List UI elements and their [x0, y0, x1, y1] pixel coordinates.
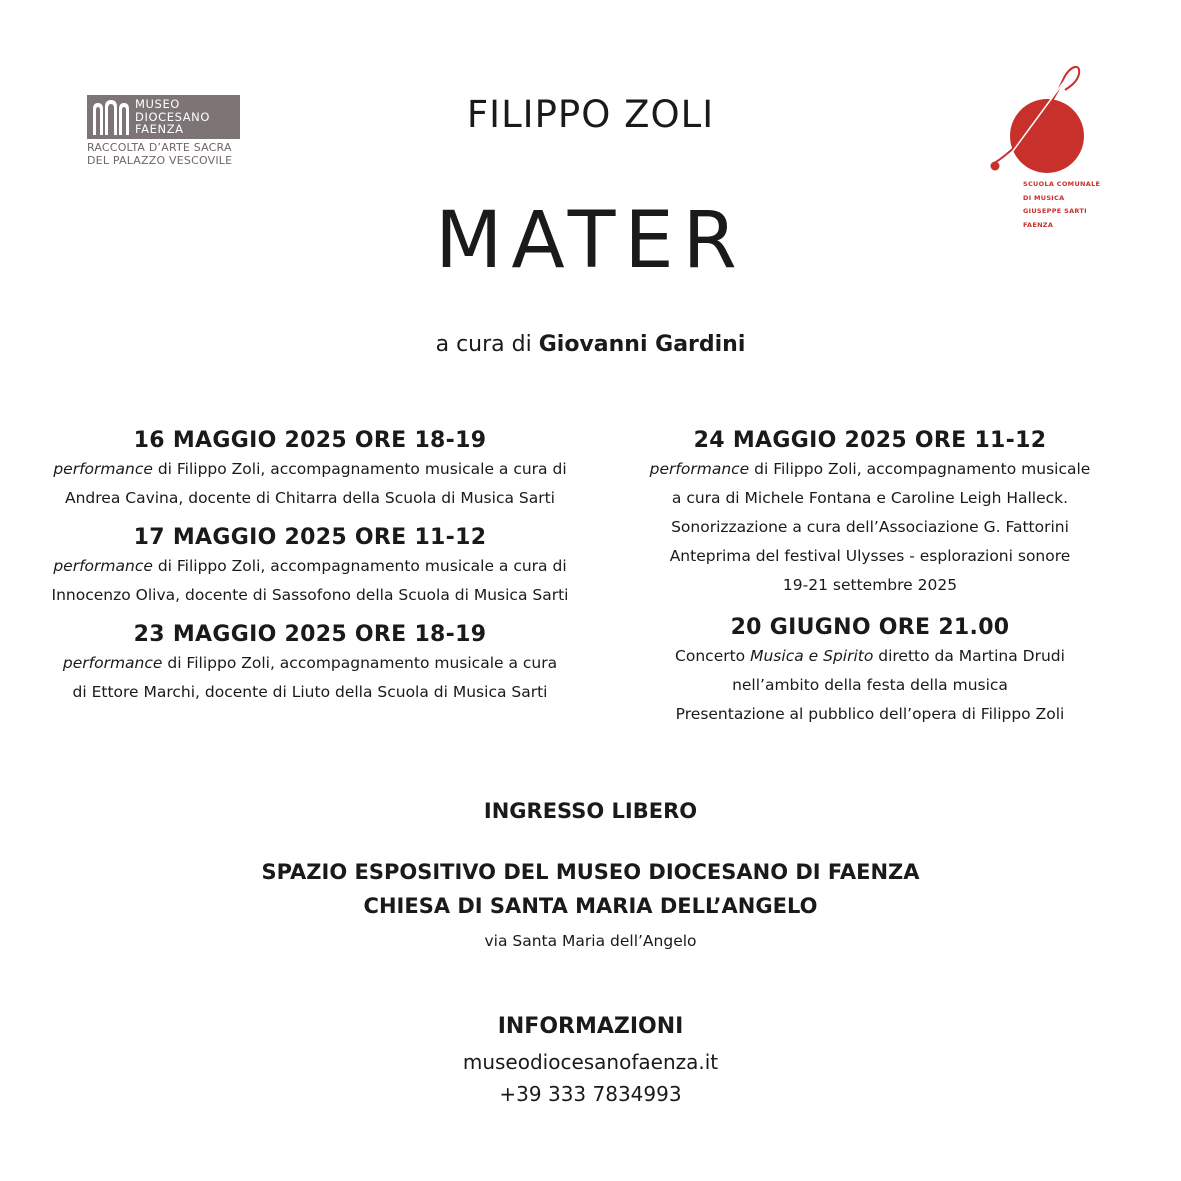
event-text: di Filippo Zoli, accompagnamento musicale a cura	[162, 654, 558, 672]
school-line-4: FAENZA	[1023, 220, 1054, 229]
info-phone: +39 333 7834993	[499, 1082, 682, 1106]
logo-line-2: DIOCESANO	[135, 109, 211, 124]
event-line: Andrea Cavina, docente di Chitarra della Scuola di Musica Sarti	[65, 489, 555, 507]
event-line	[30, 552, 590, 581]
event-line	[30, 455, 590, 484]
event-line	[590, 642, 1150, 671]
school-line-1: SCUOLA COMUNALE	[1023, 180, 1101, 188]
curator-prefix: a cura di	[435, 332, 532, 357]
school-line-2: DI MUSICA	[1023, 193, 1065, 202]
info-website: museodiocesanofaenza.it	[462, 1050, 719, 1074]
event-em: performance	[53, 557, 153, 575]
event-line: nell’ambito della festa della musica	[732, 676, 1008, 694]
event-block	[590, 427, 1150, 600]
curator-line	[0, 332, 1181, 357]
curator-name: Giovanni Gardini	[538, 332, 746, 357]
event-text: diretto da Martina Drudi	[873, 647, 1065, 665]
event-text: di Filippo Zoli, accompagnamento musicale	[749, 460, 1091, 478]
event-block	[590, 614, 1150, 729]
exhibition-title: MATER	[435, 196, 746, 286]
logo-line-3: FAENZA	[135, 122, 184, 136]
event-date: 24 MAGGIO 2025 ORE 11-12	[693, 428, 1047, 453]
event-line: Innocenzo Oliva, docente di Sassofono della Scuola di Musica Sarti	[51, 586, 569, 604]
logo-line-1: MUSEO	[135, 97, 180, 111]
event-line: Anteprima del festival Ulysses - esplorazioni sonore	[669, 547, 1071, 565]
event-block	[30, 427, 590, 513]
event-text: di Filippo Zoli, accompagnamento musicale a cura di	[152, 557, 567, 575]
venue-line-2: CHIESA DI SANTA MARIA DELL’ANGELO	[363, 894, 818, 918]
venue-address: via Santa Maria dell’Angelo	[484, 932, 697, 950]
logo-sub-1: RACCOLTA D’ARTE SACRA	[87, 141, 232, 154]
event-em: performance	[62, 654, 163, 672]
event-line	[30, 649, 590, 678]
event-line: di Ettore Marchi, docente di Liuto della Scuola di Musica Sarti	[72, 683, 548, 701]
free-entry: INGRESSO LIBERO	[483, 799, 698, 823]
school-line-3: GIUSEPPE SARTI	[1023, 207, 1087, 215]
event-text: Concerto	[675, 647, 751, 665]
event-date: 23 MAGGIO 2025 ORE 18-19	[133, 622, 487, 647]
event-date: 20 GIUGNO ORE 21.00	[730, 615, 1010, 640]
events-left-column	[30, 427, 590, 718]
event-block	[30, 621, 590, 707]
venue-line-1: SPAZIO ESPOSITIVO DEL MUSEO DIOCESANO DI FAENZA	[261, 860, 920, 884]
event-line: Sonorizzazione a cura dell’Associazione G. Fattorini	[671, 518, 1069, 536]
event-em: performance	[53, 460, 153, 478]
event-em: performance	[649, 460, 750, 478]
event-em: Musica e Spirito	[750, 647, 874, 665]
info-heading: INFORMAZIONI	[497, 1014, 684, 1039]
event-line	[590, 455, 1150, 484]
event-date: 16 MAGGIO 2025 ORE 18-19	[133, 428, 487, 453]
event-date: 17 MAGGIO 2025 ORE 11-12	[133, 525, 487, 550]
events-right-column	[590, 427, 1150, 743]
event-line: 19-21 settembre 2025	[782, 576, 958, 594]
event-line: Presentazione al pubblico dell’opera di Filippo Zoli	[675, 705, 1065, 723]
artist-name: FILIPPO ZOLI	[466, 93, 715, 136]
event-line: a cura di Michele Fontana e Caroline Leigh Halleck.	[671, 489, 1069, 507]
event-text: di Filippo Zoli, accompagnamento musicale a cura di	[152, 460, 567, 478]
logo-sub-2: DEL PALAZZO VESCOVILE	[87, 153, 233, 167]
event-block	[30, 524, 590, 610]
